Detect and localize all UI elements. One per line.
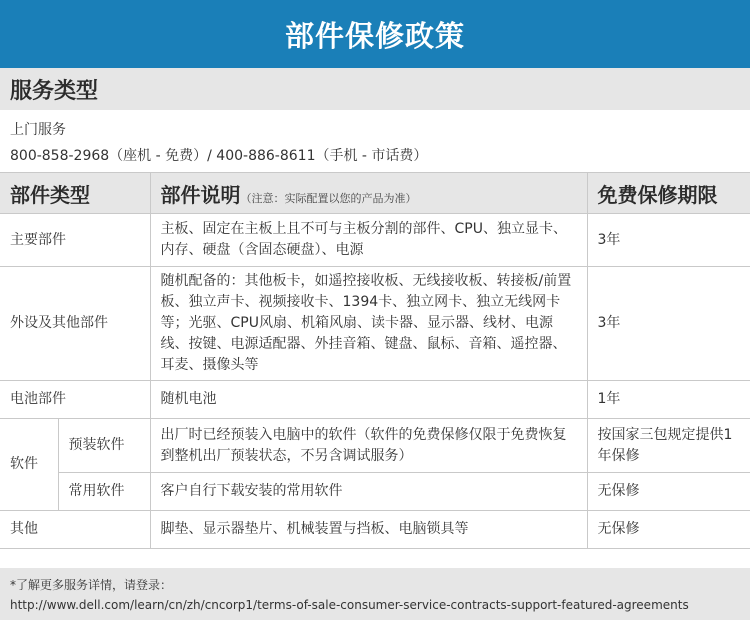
table-row: [0, 214, 750, 267]
page-header: [0, 0, 750, 68]
part-type-cell: 主要部件: [0, 214, 150, 267]
table-row: [0, 473, 750, 511]
part-type-cell: 软件: [0, 419, 58, 511]
service-type: 上门服务: [10, 122, 66, 138]
part-desc-cell: 随机电池: [150, 381, 587, 419]
table-row: [0, 267, 750, 381]
warranty-period-cell: 无保修: [587, 511, 750, 549]
header-part-desc-note: （注意：实际配置以您的产品为准）: [240, 191, 417, 205]
part-desc-cell: 脚垫、显示器垫片、机械装置与挡板、电脑锁具等: [150, 511, 587, 549]
part-desc-cell: 随机配备的：其他板卡，如遥控接收板、无线接收板、转接板/前置板、独立声卡、视频接收卡、1394卡、独立网卡、独立无线网卡等；光驱、CPU风扇、机箱风扇、读卡器、显示器、线材、电源线、按键、电源适配器、外挂音箱、键盘、鼠标、音箱、遥控器、耳麦、摄像头等: [150, 267, 587, 381]
part-type-cell: 其他: [0, 511, 150, 549]
footer-note: *了解更多服务详情，请登录：: [10, 578, 173, 592]
service-phone: 800-858-2968（座机 - 免费）/ 400-886-8611（手机 - 市话费）: [10, 148, 428, 164]
header-part-desc: [150, 173, 587, 214]
part-subtype-cell: 预装软件: [58, 419, 150, 473]
part-desc-cell: 主板、固定在主板上且不可与主板分割的部件、CPU、独立显卡、内存、硬盘（含固态硬盘）、电源: [150, 214, 587, 267]
service-section-header: [0, 68, 750, 110]
header-part-desc-label: 部件说明: [160, 182, 241, 207]
warranty-period-cell: 3年: [587, 267, 750, 381]
header-warranty-period: 免费保修期限: [587, 173, 750, 214]
service-section-title: 服务类型: [10, 78, 99, 104]
table-row: [0, 381, 750, 419]
part-desc-cell: 客户自行下载安装的常用软件: [150, 473, 587, 511]
warranty-period-cell: 1年: [587, 381, 750, 419]
warranty-period-cell: 无保修: [587, 473, 750, 511]
part-subtype-cell: 常用软件: [58, 473, 150, 511]
table-row: [0, 511, 750, 549]
page-title: 部件保修政策: [284, 18, 465, 53]
warranty-period-cell: 3年: [587, 214, 750, 267]
footer-link[interactable]: http://www.dell.com/learn/cn/zh/cncorp1/terms-of-sale-consumer-service-contracts-support-featured-agreements: [10, 598, 689, 612]
part-type-cell: 外设及其他部件: [0, 267, 150, 381]
part-type-cell: 电池部件: [0, 381, 150, 419]
warranty-period-cell: 按国家三包规定提供1年保修: [587, 419, 750, 473]
warranty-table: [0, 172, 750, 549]
header-part-type: 部件类型: [0, 173, 150, 214]
table-header-row: [0, 173, 750, 214]
table-row: [0, 419, 750, 473]
footer: [0, 568, 750, 620]
part-desc-cell: 出厂时已经预装入电脑中的软件（软件的免费保修仅限于免费恢复到整机出厂预装状态，不另含调试服务）: [150, 419, 587, 473]
